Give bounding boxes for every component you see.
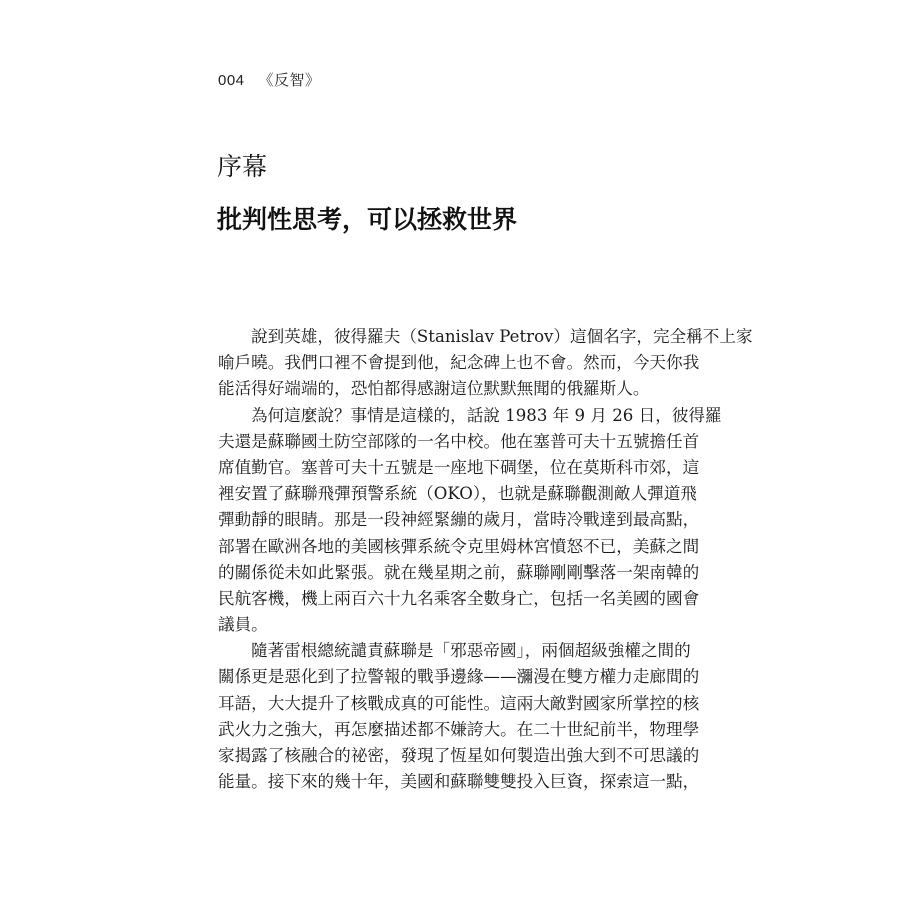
text-line: 說到英雄，彼得羅夫（Stanislav Petrov）這個名字，完全稱不上家: [251, 327, 753, 346]
text-line: 部署在歐洲各地的美國核彈系統令克里姆林宮憤怒不已，美蘇之間: [218, 536, 700, 556]
text-line: 耳語，大大提升了核戰成真的可能性。這兩大敵對國家所掌控的核: [218, 693, 700, 713]
text-line: 為何這麼說？事情是這樣的，話說 1983 年 9 月 26 日，彼得羅: [251, 405, 722, 425]
text-line: 家揭露了核融合的祕密，發現了恆星如何製造出強大到不可思議的: [218, 746, 700, 765]
page-number: 004: [218, 72, 245, 89]
chapter-title: 批判性思考，可以拯救世界: [217, 205, 518, 234]
text-line: 的關係從未如此緊張。就在幾星期之前，蘇聯剛剛擊落一架南韓的: [218, 562, 700, 582]
running-header: [218, 69, 321, 90]
text-line: 能活得好端端的，恐怕都得感謝這位默默無聞的俄羅斯人。: [218, 379, 650, 399]
text-line: 能量。接下來的幾十年，美國和蘇聯雙雙投入巨資，探索這一點，: [218, 772, 700, 792]
text-line: 喻戶曉。我們口裡不會提到他，紀念碑上也不會。然而，今天你我: [218, 353, 700, 373]
text-line: 彈動靜的眼睛。那是一段神經緊繃的歲月，當時冷戰達到最高點，: [218, 510, 700, 530]
text-line: 夫還是蘇聯國土防空部隊的一名中校。他在塞普可夫十五號擔任首: [218, 431, 700, 451]
text-line: 民航客機，機上兩百六十九名乘客全數身亡，包括一名美國的國會: [218, 588, 700, 608]
text-line: 席值勤官。塞普可夫十五號是一座地下碉堡，位在莫斯科市郊，這: [218, 457, 700, 477]
body-text: [218, 324, 753, 795]
text-line: 關係更是惡化到了拉警報的戰爭邊緣——瀰漫在雙方權力走廊間的: [218, 667, 700, 687]
text-line: 武火力之強大，再怎麼描述都不嫌誇大。在二十世紀前半，物理學: [218, 719, 700, 739]
text-line: 議員。: [218, 615, 268, 635]
book-title: 《反智》: [258, 71, 321, 89]
text-line: 裡安置了蘇聯飛彈預警系統（OKO），也就是蘇聯觀測敵人彈道飛: [218, 484, 697, 504]
text-line: 隨著雷根總統譴責蘇聯是「邪惡帝國」，兩個超級強權之間的: [251, 641, 691, 661]
chapter-label: 序幕: [217, 152, 268, 181]
